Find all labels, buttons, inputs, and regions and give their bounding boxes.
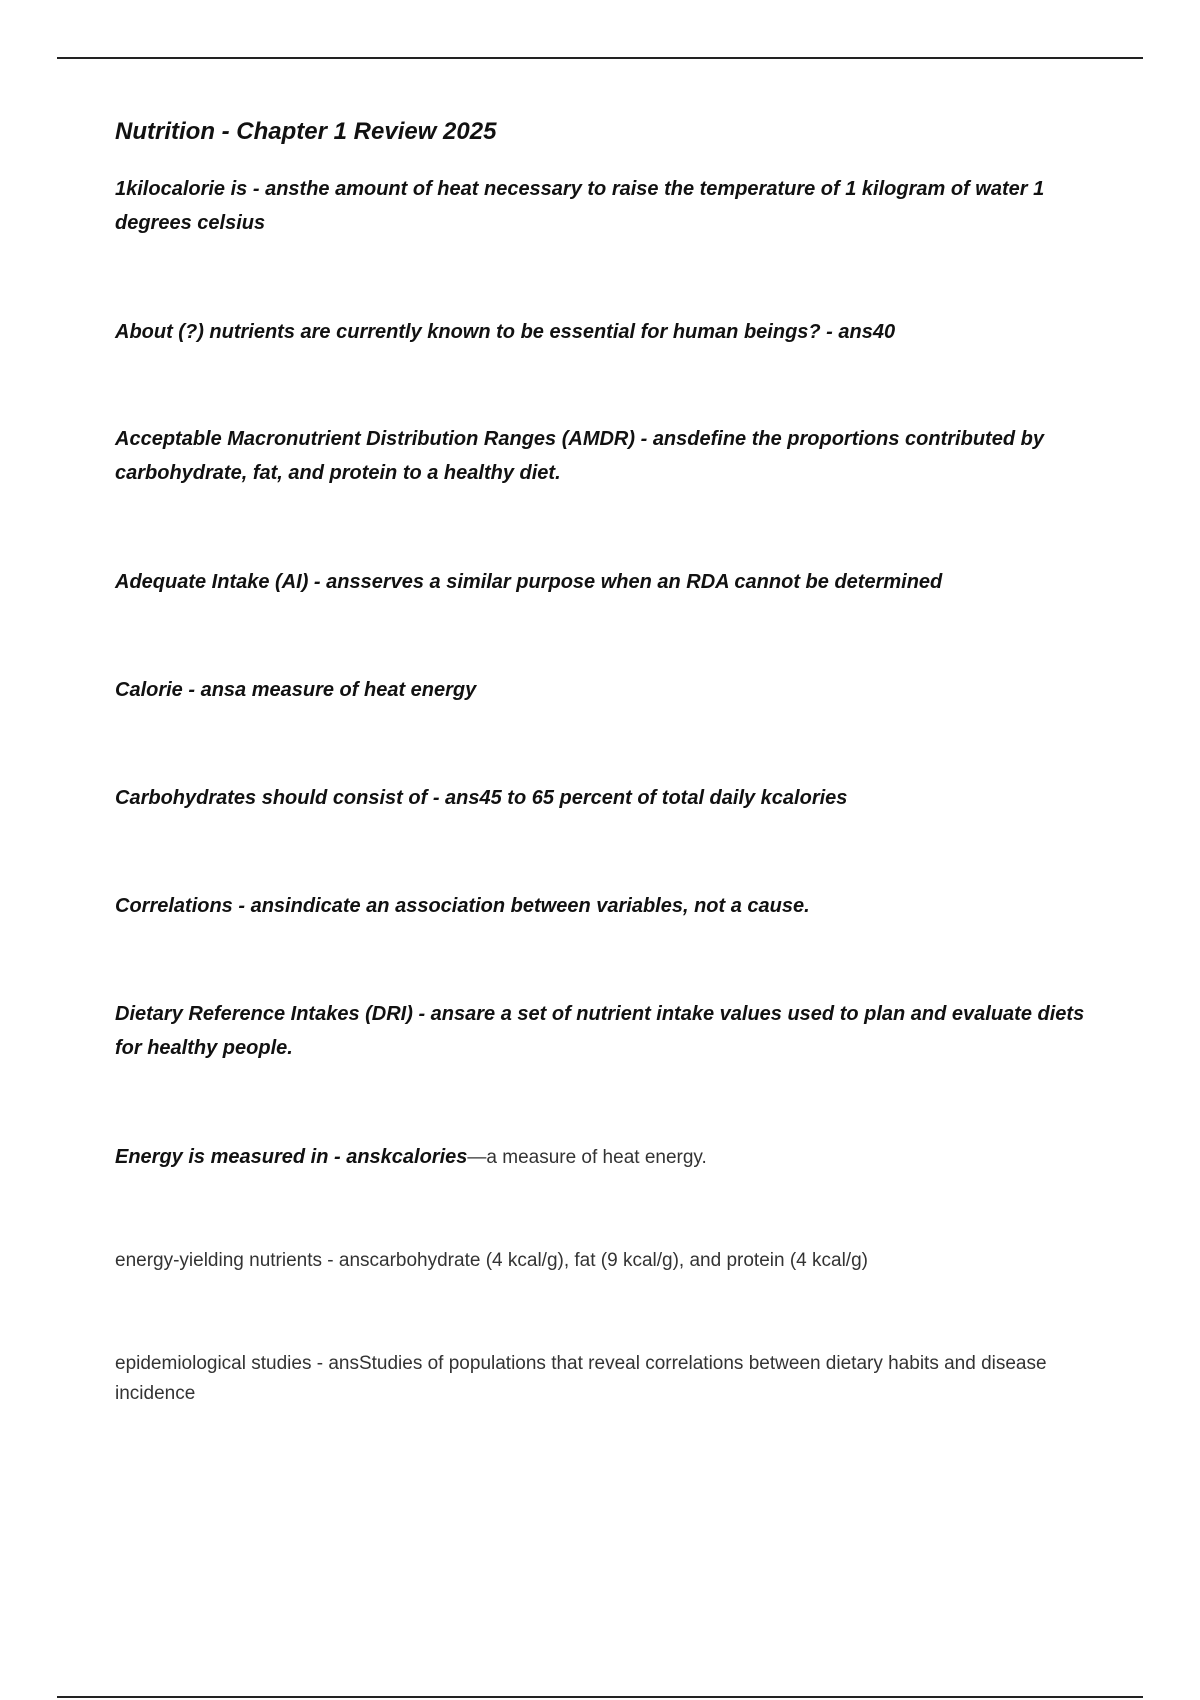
footer-rule (57, 1696, 1143, 1698)
document-title: Nutrition - Chapter 1 Review 2025 (115, 118, 497, 145)
entry-adequate-intake: Adequate Intake (AI) - ansserves a similar purpose when an RDA cannot be determined (115, 571, 943, 593)
entry-amdr: Acceptable Macronutrient Distribution Ranges (AMDR) - ansdefine the proportions contributed by carbohydrate, fat, and protein to a healthy diet. (115, 428, 1044, 484)
entry-energy-measured-term: Energy is measured in - anskcalories (115, 1146, 468, 1168)
entry-epidemiological: epidemiological studies - ansStudies of populations that reveal correlations between dietary habits and disease incidence (115, 1353, 1047, 1404)
entry-energy-measured (115, 1140, 1115, 1175)
entry-kilocalorie: 1kilocalorie is - ansthe amount of heat necessary to raise the temperature of 1 kilogram of water 1 degrees celsius (115, 178, 1045, 234)
header-rule (57, 57, 1143, 59)
entry-dri: Dietary Reference Intakes (DRI) - ansare a set of nutrient intake values used to plan and evaluate diets for healthy people. (115, 1003, 1085, 1059)
entry-energy-measured-tail: —a measure of heat energy. (467, 1147, 707, 1168)
entry-correlations: Correlations - ansindicate an association between variables, not a cause. (115, 895, 810, 917)
entry-calorie: Calorie - ansa measure of heat energy (115, 679, 477, 701)
entry-energy-yielding: energy-yielding nutrients - anscarbohydrate (4 kcal/g), fat (9 kcal/g), and protein (4 kcal/g) (115, 1250, 868, 1271)
entry-carbohydrates: Carbohydrates should consist of - ans45 to 65 percent of total daily kcalories (115, 787, 848, 809)
entry-essential-nutrients: About (?) nutrients are currently known to be essential for human beings? - ans40 (115, 321, 896, 343)
